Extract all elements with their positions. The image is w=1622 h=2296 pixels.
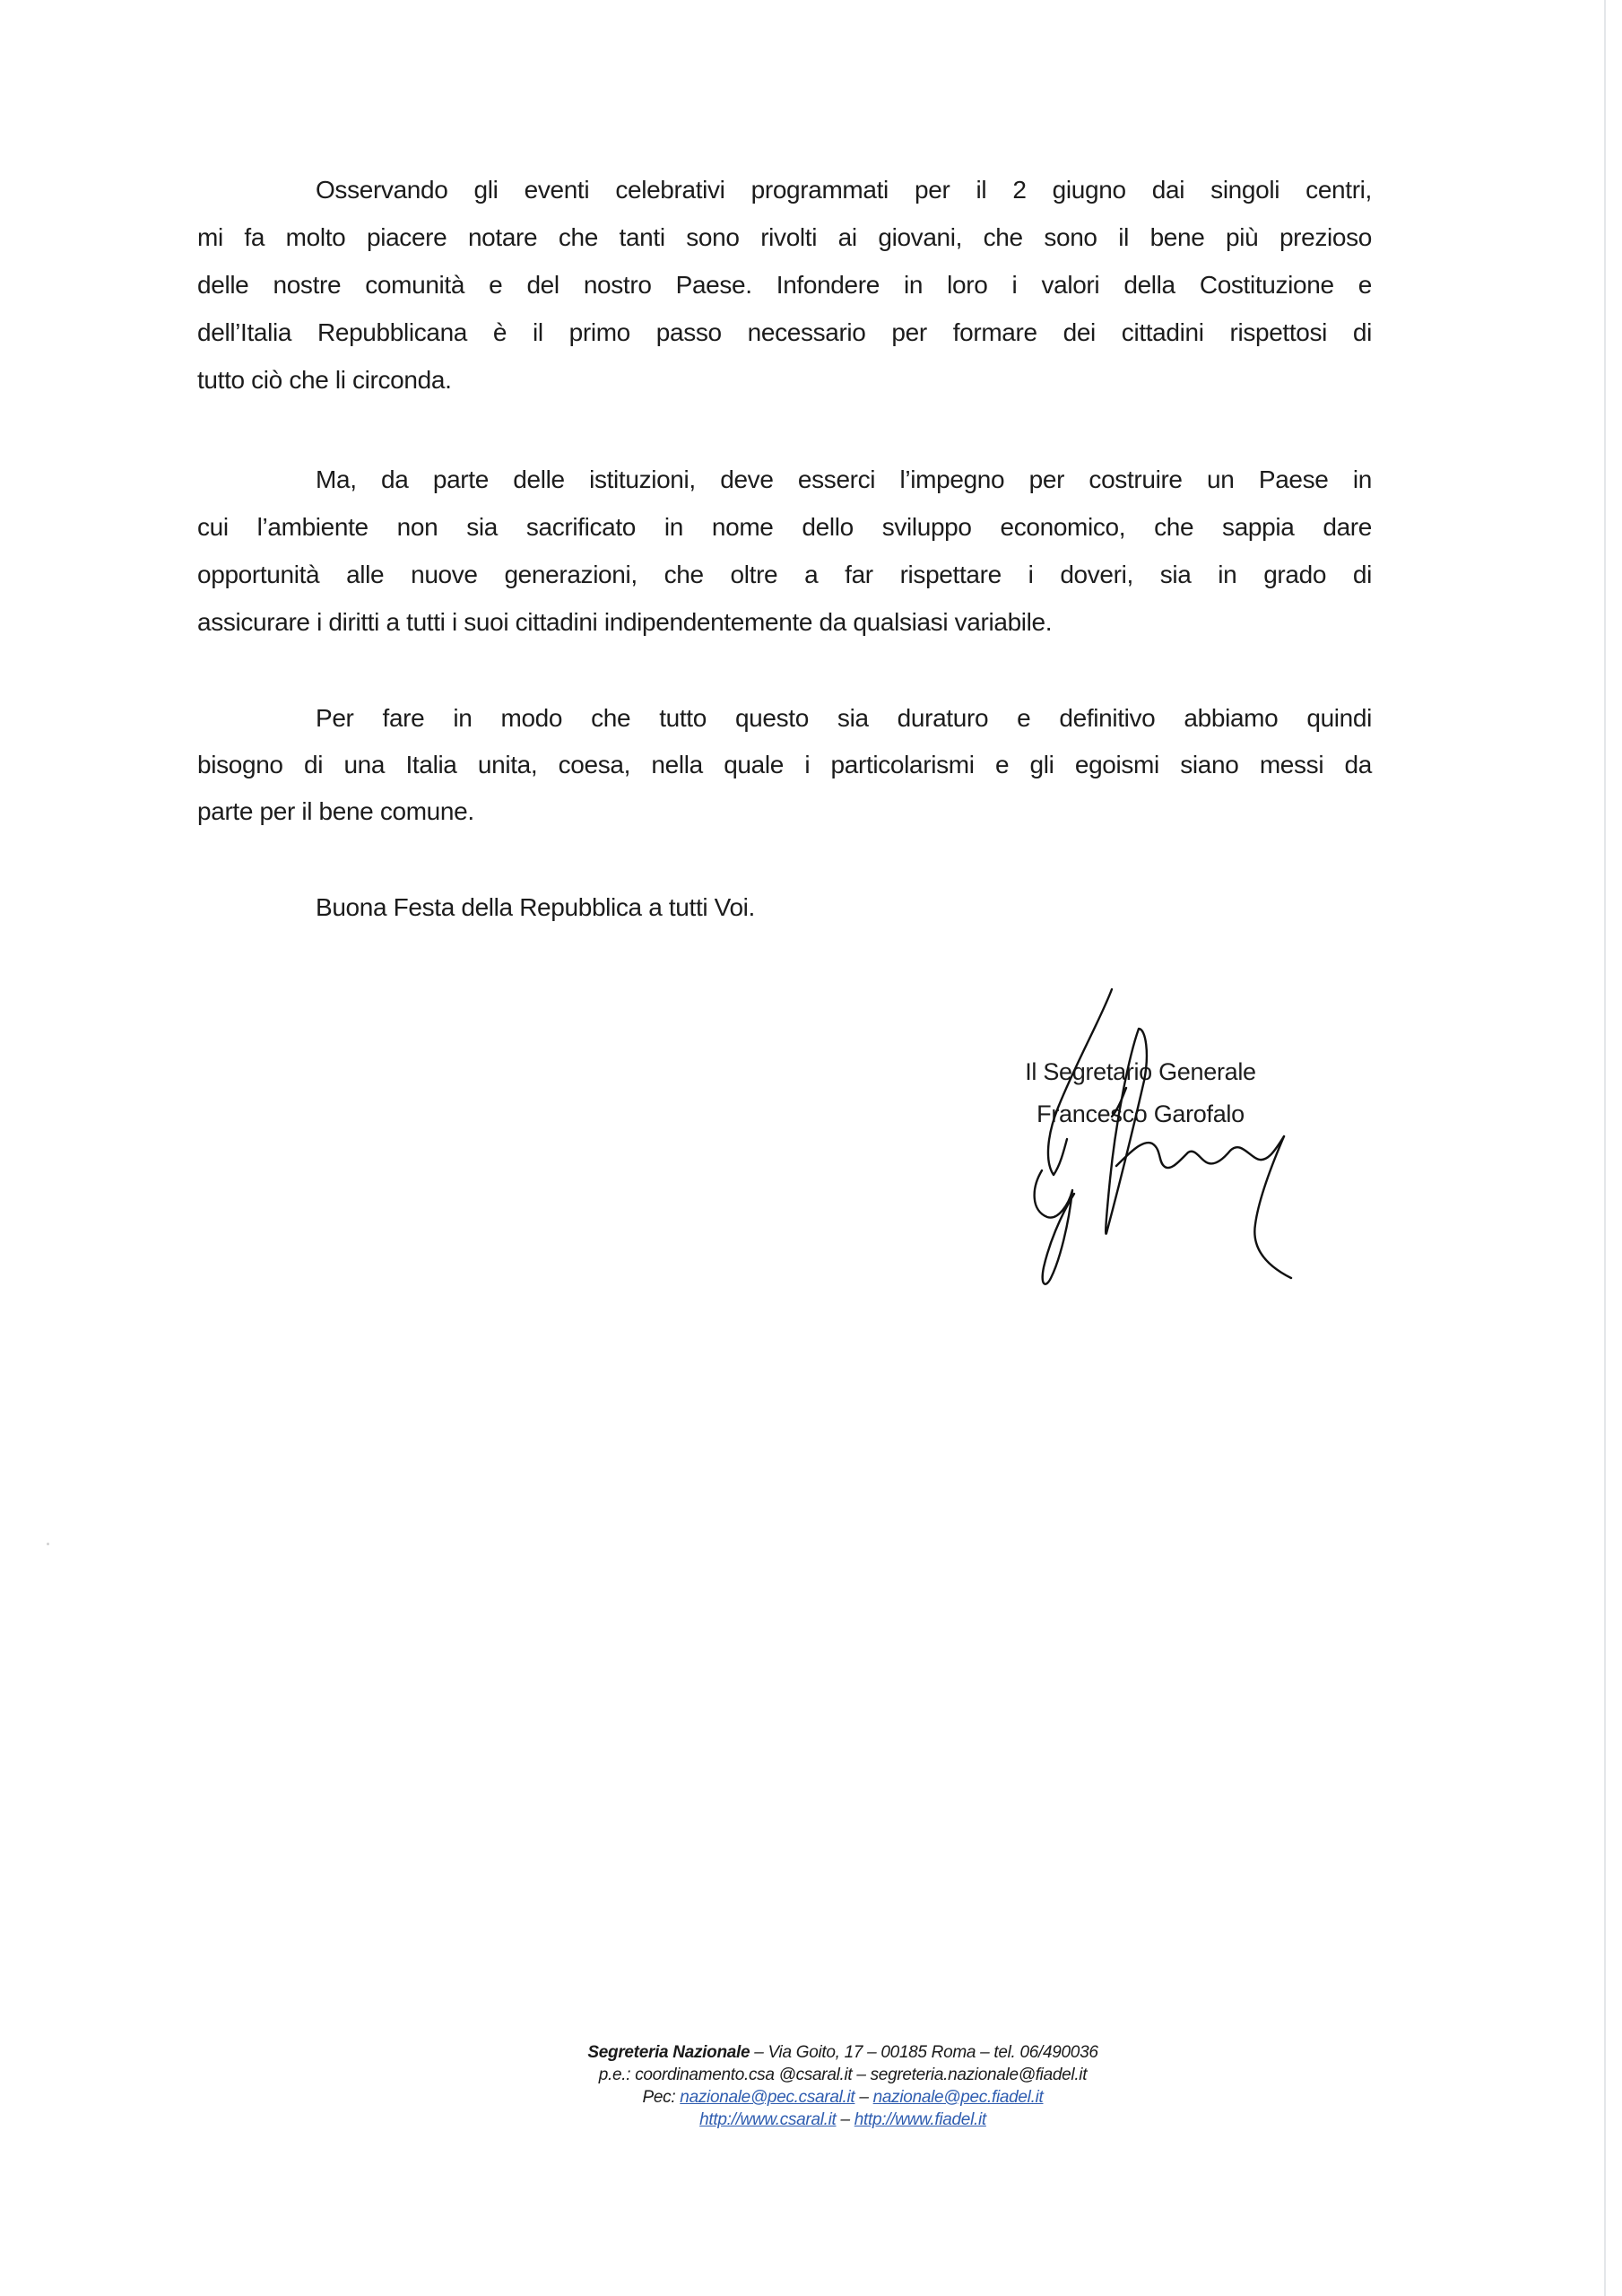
paragraph-line: Osservando gli eventi celebrativi programmati per il 2 giugno dai singoli centri, — [316, 176, 1372, 204]
paragraph-line: cui l’ambiente non sia sacrificato in nome dello sviluppo economico, che sappia dare — [197, 513, 1372, 541]
paragraph-line: opportunità alle nuove generazioni, che oltre a far rispettare i doveri, sia in grado di — [197, 561, 1372, 588]
footer-emails: coordinamento.csa @csaral.it – segreteria.nazionale@fiadel.it — [635, 2066, 1088, 2084]
paragraph-line: assicurare i diritti a tutti i suoi cittadini indipendentemente da qualsiasi variabile. — [197, 608, 1053, 636]
web-link-csaral[interactable]: http://www.csaral.it — [699, 2110, 837, 2129]
footer-separator: – — [836, 2110, 854, 2129]
paragraph-line: mi fa molto piacere notare che tanti sono rivolti ai giovani, che sono il bene più prezioso — [197, 223, 1372, 251]
footer-email-prefix: p.e.: — [598, 2066, 636, 2084]
page-edge-line — [1604, 0, 1606, 2296]
signatory-name: Francesco Garofalo — [1037, 1100, 1245, 1127]
pec-link-fiadel[interactable]: nazionale@pec.fiadel.it — [872, 2088, 1044, 2107]
paragraph-line: parte per il bene comune. — [197, 797, 474, 825]
paragraph-line: delle nostre comunità e del nostro Paese. Infondere in loro i valori della Costituzione e — [197, 271, 1372, 299]
paragraph-line: bisogno di una Italia unita, coesa, nella quale i particolarismi e gli egoismi siano messi da — [197, 751, 1372, 778]
paragraph-line: tutto ciò che li circonda. — [197, 366, 452, 394]
signature-stroke — [1254, 1136, 1291, 1278]
paragraph-line: dell’Italia Repubblicana è il primo passo necessario per formare dei cittadini rispettosi di — [197, 318, 1372, 346]
paragraph-line: Per fare in modo che tutto questo sia duraturo e definitivo abbiamo quindi — [316, 704, 1372, 732]
closing-greeting: Buona Festa della Repubblica a tutti Voi. — [316, 893, 755, 921]
signatory-title: Il Segretario Generale — [1025, 1058, 1256, 1085]
footer-org-name: Segreteria Nazionale — [587, 2043, 750, 2062]
signature-stroke — [1116, 1136, 1284, 1168]
footer-pec-prefix: Pec: — [642, 2088, 681, 2107]
footer-contacts — [448, 2041, 1237, 2131]
pec-link-csaral[interactable]: nazionale@pec.csaral.it — [680, 2088, 855, 2107]
web-link-fiadel[interactable]: http://www.fiadel.it — [854, 2110, 986, 2129]
paragraph-line: Ma, da parte delle istituzioni, deve esserci l’impegno per costruire un Paese in — [316, 465, 1372, 493]
scan-speck — [47, 1543, 49, 1545]
footer-email-line — [448, 2064, 1237, 2086]
footer-web-line — [448, 2109, 1237, 2131]
footer-pec-line — [448, 2086, 1237, 2109]
footer-address: – Via Goito, 17 – 00185 Roma – tel. 06/490036 — [750, 2043, 1098, 2062]
footer-separator: – — [854, 2088, 873, 2107]
signature-block — [977, 1051, 1304, 1135]
signature-stroke — [1035, 1170, 1074, 1284]
footer-address-line — [448, 2041, 1237, 2064]
